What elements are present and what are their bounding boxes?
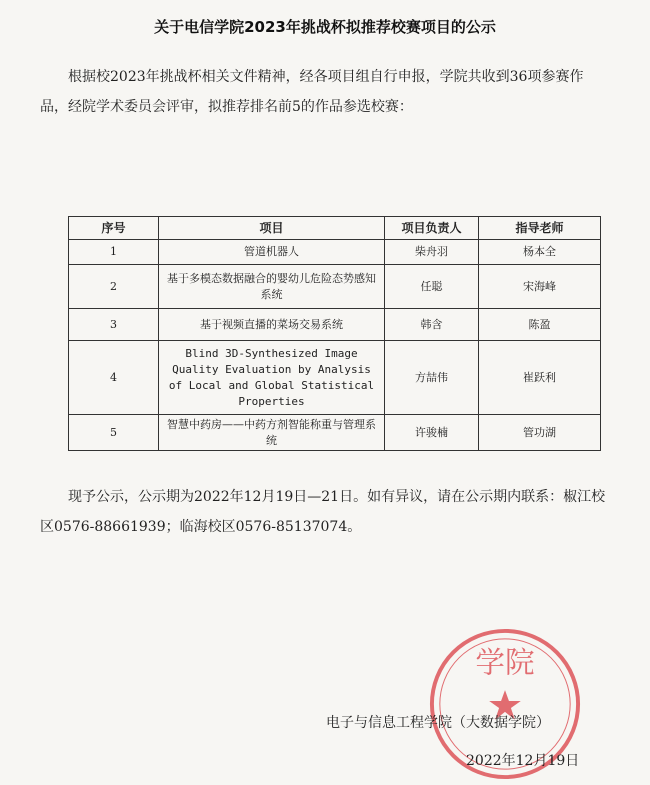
row-advisor: 管功湖 [479, 415, 601, 451]
row-no: 5 [69, 415, 159, 451]
row-lead: 柴舟羽 [385, 240, 479, 265]
seal-text: 学院 [475, 645, 535, 680]
row-lead: 方喆伟 [385, 341, 479, 415]
row-lead: 任聪 [385, 265, 479, 309]
table-row [69, 341, 601, 415]
header-project: 项目 [159, 217, 385, 240]
projects-table [68, 216, 601, 451]
table-row [69, 309, 601, 341]
row-advisor: 宋海峰 [479, 265, 601, 309]
row-advisor: 杨本全 [479, 240, 601, 265]
signature-date: 2022年12月19日 [466, 753, 580, 769]
row-lead: 许骏楠 [385, 415, 479, 451]
signature-org: 电子与信息工程学院（大数据学院） [326, 715, 550, 731]
table-row [69, 240, 601, 265]
row-no: 2 [69, 265, 159, 309]
header-lead: 项目负责人 [385, 217, 479, 240]
row-advisor: 陈盈 [479, 309, 601, 341]
row-no: 3 [69, 309, 159, 341]
row-project: 智慧中药房——中药方剂智能称重与管理系统 [159, 415, 385, 451]
document-title: 关于电信学院2023年挑战杯拟推荐校赛项目的公示 [154, 18, 496, 36]
row-project: Blind 3D-Synthesized Image Quality Evaluation by Analysis of Local and Global Statistical Properties [159, 341, 385, 415]
table-row [69, 265, 601, 309]
row-project: 基于多模态数据融合的婴幼儿危险态势感知系统 [159, 265, 385, 309]
table-header-row [69, 217, 601, 240]
header-advisor: 指导老师 [479, 217, 601, 240]
table-row [69, 415, 601, 451]
intro-paragraph: 根据校2023年挑战杯相关文件精神，经各项目组自行申报，学院共收到36项参赛作品，经院学术委员会评审，拟推荐排名前5的作品参选校赛： [40, 69, 584, 115]
row-advisor: 崔跃利 [479, 341, 601, 415]
row-project: 管道机器人 [159, 240, 385, 265]
notice-paragraph: 现予公示，公示期为2022年12月19日—21日。如有异议，请在公示期内联系：椒江校区0576-88661939；临海校区0576-85137074。 [40, 489, 606, 535]
row-lead: 韩含 [385, 309, 479, 341]
row-no: 1 [69, 240, 159, 265]
row-project: 基于视频直播的菜场交易系统 [159, 309, 385, 341]
row-no: 4 [69, 341, 159, 415]
header-no: 序号 [69, 217, 159, 240]
